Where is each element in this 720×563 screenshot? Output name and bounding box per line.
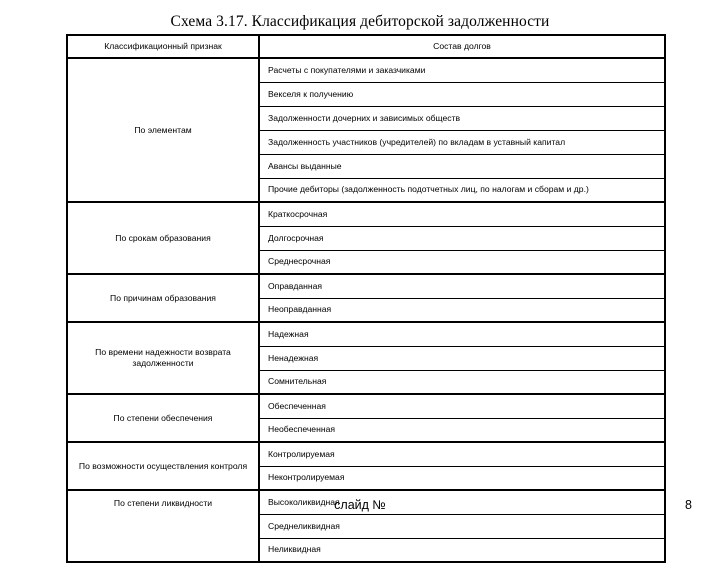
debt-item-cell: Задолженности дочерних и зависимых обществ <box>259 106 665 130</box>
footer-slide-label: слайд № <box>334 498 386 512</box>
debt-item-cell: Оправданная <box>259 274 665 298</box>
debt-item-cell: Векселя к получению <box>259 82 665 106</box>
debt-item-cell: Задолженность участников (учредителей) по вкладам в уставный капитал <box>259 130 665 154</box>
footer-page-number: 8 <box>685 498 692 512</box>
criterion-cell: По причинам образования <box>67 274 259 322</box>
debt-item-cell: Среднесрочная <box>259 250 665 274</box>
table-row <box>67 394 665 418</box>
table-header <box>67 35 665 58</box>
debt-item-cell: Неоправданная <box>259 298 665 322</box>
debt-item-cell: Сомнительная <box>259 370 665 394</box>
debt-item-cell: Расчеты с покупателями и заказчиками <box>259 58 665 82</box>
criterion-cell: По времени надежности возврата задолженности <box>67 322 259 394</box>
column-header-composition: Состав долгов <box>259 35 665 58</box>
table-header-row <box>67 35 665 58</box>
debt-item-cell: Контролируемая <box>259 442 665 466</box>
debt-item-cell: Прочие дебиторы (задолженность подотчетных лиц, по налогам и сборам и др.) <box>259 178 665 202</box>
debt-item-cell: Среднеликвидная <box>259 514 665 538</box>
debt-item-cell: Надежная <box>259 322 665 346</box>
debt-item-cell: Неликвидная <box>259 538 665 562</box>
classification-table <box>66 34 666 563</box>
table-row <box>67 322 665 346</box>
criterion-cell: По степени ликвидности <box>67 490 259 562</box>
criterion-cell: По срокам образования <box>67 202 259 274</box>
page-title: Схема 3.17. Классификация дебиторской задолженности <box>170 13 550 30</box>
table-row <box>67 274 665 298</box>
criterion-cell: По возможности осуществления контроля <box>67 442 259 490</box>
debt-item-cell: Авансы выданные <box>259 154 665 178</box>
debt-item-cell: Высоколиквидная <box>259 490 665 514</box>
criterion-cell: По элементам <box>67 58 259 202</box>
debt-item-cell: Необеспеченная <box>259 418 665 442</box>
column-header-criterion: Классификационный признак <box>67 35 259 58</box>
debt-item-cell: Обеспеченная <box>259 394 665 418</box>
debt-item-cell: Ненадежная <box>259 346 665 370</box>
table-row <box>67 442 665 466</box>
debt-item-cell: Долгосрочная <box>259 226 665 250</box>
table-row <box>67 202 665 226</box>
criterion-cell: По степени обеспечения <box>67 394 259 442</box>
table-body <box>67 58 665 562</box>
debt-item-cell: Краткосрочная <box>259 202 665 226</box>
debt-item-cell: Неконтролируемая <box>259 466 665 490</box>
table-row <box>67 58 665 82</box>
